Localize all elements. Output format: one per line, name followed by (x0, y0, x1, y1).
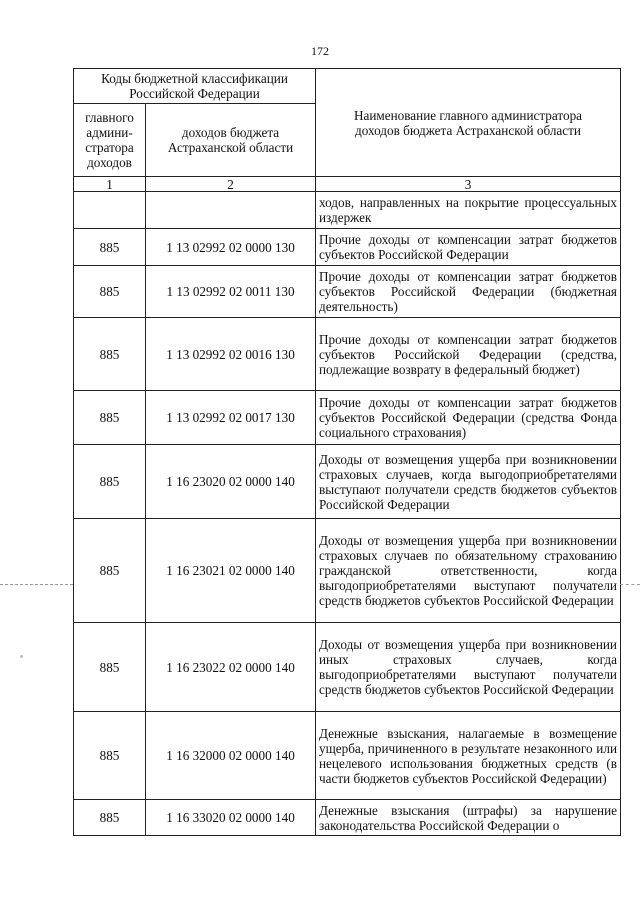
income-code-cell: 1 16 23021 02 0000 140 (146, 519, 316, 623)
admin-code-cell: 885 (74, 391, 146, 445)
income-name-cell: Денежные взыскания (штрафы) за нарушение законодательства Российской Федерации о (316, 800, 621, 836)
table-row (74, 391, 621, 445)
scan-fold-line-right (620, 584, 640, 585)
income-name-cell: Прочие доходы от компенсации затрат бюджетов субъектов Российской Федерации (средства Фонда социального страхования) (316, 391, 621, 445)
table-row (74, 623, 621, 712)
header-group-title: Коды бюджетной классификации Российской Федерации (74, 69, 316, 104)
scan-dot (20, 655, 23, 658)
income-code-cell: 1 13 02992 02 0016 130 (146, 318, 316, 391)
admin-code-cell: 885 (74, 519, 146, 623)
header-num-1: 1 (74, 177, 146, 192)
header-col-name: Наименование главного администратора доходов бюджета Астраханской области (316, 69, 621, 177)
income-name-cell: Денежные взыскания, налагаемые в возмещение ущерба, причиненного в результате незаконного или нецелевого использования бюджетных средств (в части бюджетов субъектов Российской Федерации) (316, 712, 621, 800)
admin-code-cell (74, 192, 146, 229)
income-name-cell: Прочие доходы от компенсации затрат бюджетов субъектов Российской Федерации (средства, подлежащие возврату в федеральный бюджет) (316, 318, 621, 391)
income-code-cell: 1 16 23020 02 0000 140 (146, 445, 316, 519)
scan-fold-line-left (0, 584, 73, 585)
income-name-cell: Доходы от возмещения ущерба при возникновении страховых случаев по обязательному страхованию гражданской ответственности, когда выгодоприобретателями выступают получатели средств бюджетов субъектов Российской Федерации (316, 519, 621, 623)
admin-code-cell: 885 (74, 800, 146, 836)
income-name-cell: ходов, направленных на покрытие процессуальных издержек (316, 192, 621, 229)
income-name-cell: Доходы от возмещения ущерба при возникновении иных страховых случаев, когда выгодоприобретателями выступают получатели средств бюджетов субъектов Российской Федерации (316, 623, 621, 712)
income-name-cell: Доходы от возмещения ущерба при возникновении страховых случаев, когда выгодоприобретателями выступают получатели средств бюджетов субъектов Российской Федерации (316, 445, 621, 519)
header-col-income: доходов бюджета Астраханской области (146, 104, 316, 177)
income-code-cell: 1 16 23022 02 0000 140 (146, 623, 316, 712)
admin-code-cell: 885 (74, 712, 146, 800)
income-code-cell: 1 13 02992 02 0000 130 (146, 229, 316, 266)
income-code-cell (146, 192, 316, 229)
table-row (74, 192, 621, 229)
admin-code-cell: 885 (74, 623, 146, 712)
header-num-2: 2 (146, 177, 316, 192)
table-row (74, 318, 621, 391)
admin-code-cell: 885 (74, 266, 146, 318)
admin-code-cell: 885 (74, 229, 146, 266)
header-num-3: 3 (316, 177, 621, 192)
table-row (74, 712, 621, 800)
admin-code-cell: 885 (74, 445, 146, 519)
header-col-admin: главного админи-стратора доходов (74, 104, 146, 177)
admin-code-cell: 885 (74, 318, 146, 391)
income-code-cell: 1 16 33020 02 0000 140 (146, 800, 316, 836)
income-code-cell: 1 13 02992 02 0017 130 (146, 391, 316, 445)
table-row (74, 266, 621, 318)
income-code-cell: 1 16 32000 02 0000 140 (146, 712, 316, 800)
table-row (74, 445, 621, 519)
income-code-cell: 1 13 02992 02 0011 130 (146, 266, 316, 318)
income-name-cell: Прочие доходы от компенсации затрат бюджетов субъектов Российской Федерации (316, 229, 621, 266)
table-row (74, 800, 621, 836)
page-number: 172 (311, 44, 329, 58)
table-row (74, 519, 621, 623)
budget-classification-table (73, 68, 621, 836)
income-name-cell: Прочие доходы от компенсации затрат бюджетов субъектов Российской Федерации (бюджетная деятельность) (316, 266, 621, 318)
table-row (74, 229, 621, 266)
